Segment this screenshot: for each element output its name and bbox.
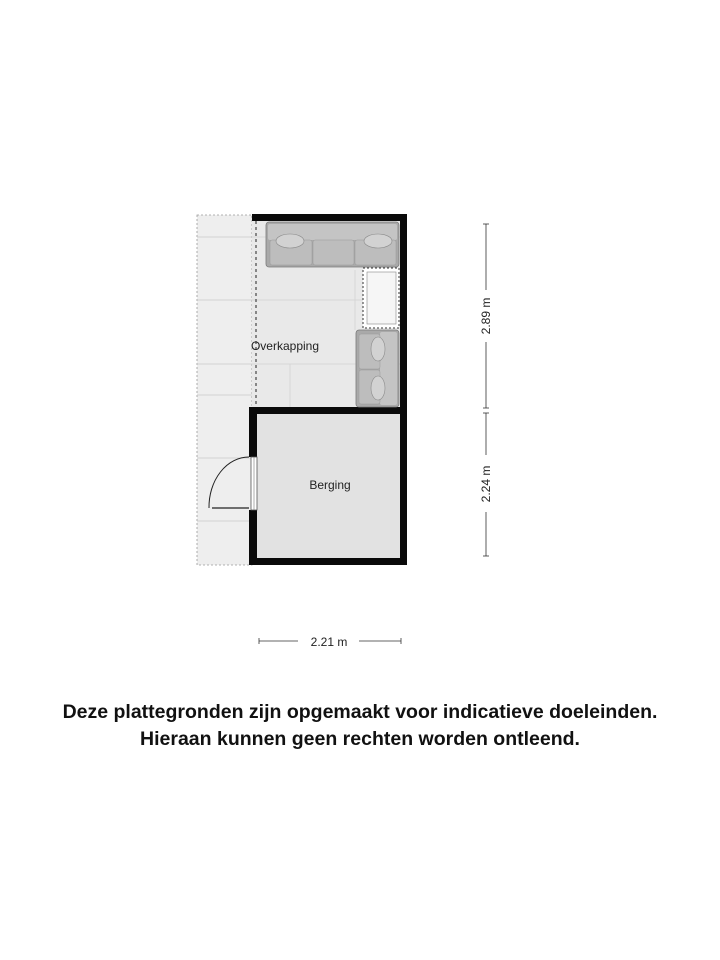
shelf-unit [363, 268, 399, 328]
dimension-label-width: 2.21 m [310, 635, 348, 649]
dimension-label-lower-height: 2.24 m [479, 465, 493, 503]
sofa-top [266, 222, 399, 267]
room-label-overkapping: Overkapping [250, 339, 320, 353]
room-label-berging: Berging [309, 478, 351, 492]
disclaimer-line-1: Deze plattegronden zijn opgemaakt voor indicatieve doeleinden. [62, 701, 658, 723]
disclaimer-line-2: Hieraan kunnen geen rechten worden ontleend. [140, 728, 580, 750]
dimension-line-vertical [483, 224, 489, 556]
dimension-label-upper-height: 2.89 m [479, 297, 493, 335]
sofa-right [356, 330, 399, 407]
paving-area [197, 215, 252, 565]
